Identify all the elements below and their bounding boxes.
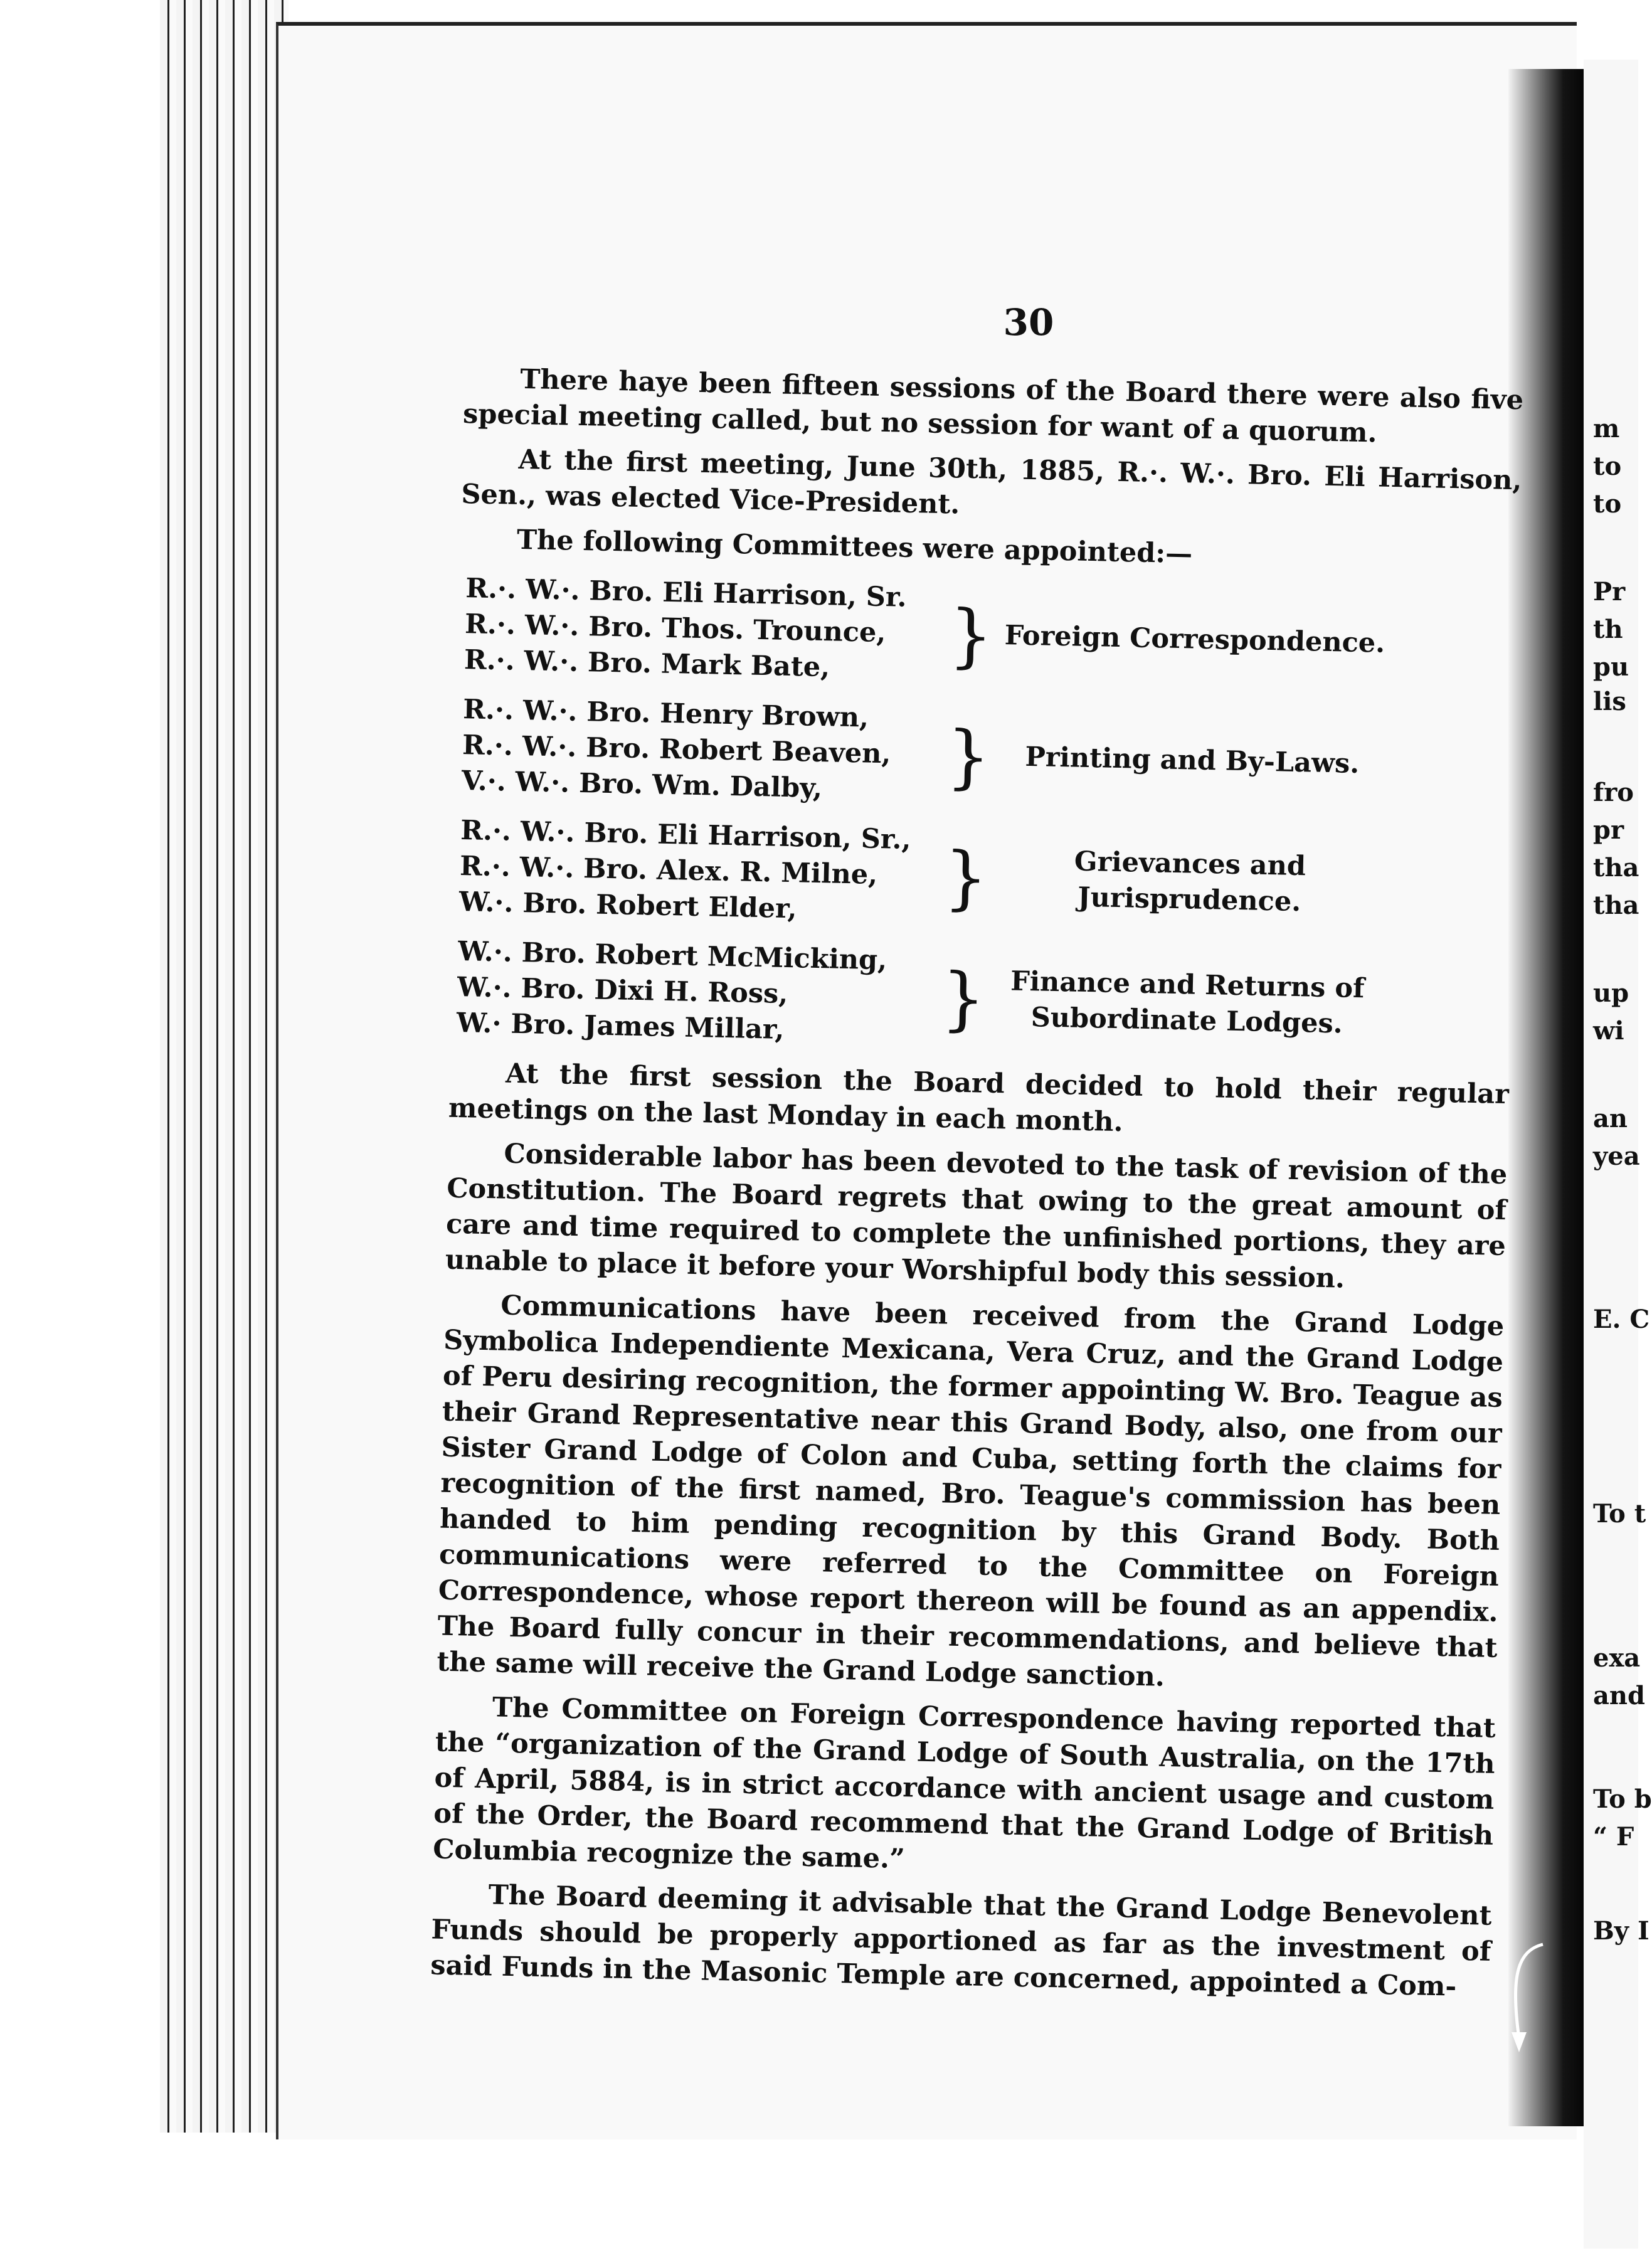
committee-member: R.·. W.·. Bro. Robert Beaven,	[462, 729, 891, 770]
facing-page-fragment: yea	[1593, 1142, 1640, 1171]
brace-glyph: }	[948, 594, 994, 676]
paragraph-constitution: Considerable labor has been devoted to the task of revision of the Constitution. The Board regrets that owing to the great amount of care and time required to complete the unfinished portions, they are unable to place it before your Worshipful body this session.	[445, 1138, 1508, 1295]
paragraph-benevolent-funds: The Board deeming it advisable that the Grand Lodge Benevolent Funds should be properly apportioned as far as the investment of said Funds in the Masonic Temple are concerned, appointed a Com-	[430, 1879, 1492, 2003]
gutter-shadow	[1508, 69, 1593, 2126]
paragraph-sessions: There haye been fifteen sessions of the Board there were also five special meeting called, but no session for want of a quorum.	[462, 363, 1524, 449]
facing-page-fragment: tha	[1593, 853, 1639, 882]
facing-page-fragment: By I	[1593, 1916, 1649, 1946]
facing-page-fragment: To t	[1593, 1499, 1646, 1529]
committee-members	[458, 813, 937, 930]
committee-member: R.·. W.·. Bro. Eli Harrison, Sr.	[465, 573, 908, 613]
facing-page-fragment: up	[1593, 978, 1629, 1008]
committee-members	[463, 571, 942, 688]
committee-name: Printing and By-Laws.	[1025, 741, 1360, 780]
page-edges-decoration	[160, 0, 289, 2133]
facing-page-fragment: pr	[1593, 815, 1624, 845]
facing-page-fragment: to	[1593, 489, 1622, 519]
page-content	[430, 361, 1524, 2015]
committee-member: W.·. Bro. Robert McMicking,	[457, 936, 887, 977]
curved-arrow-icon	[1505, 1938, 1549, 2057]
committee-name: Foreign Correspondence.	[1004, 620, 1385, 659]
brace-glyph: }	[943, 836, 989, 918]
committee-member: V.·. W.·. Bro. Wm. Dalby,	[461, 765, 823, 805]
facing-page-fragment: and	[1593, 1681, 1645, 1710]
committee-member: R.·. W.·. Bro. Thos. Trounce,	[464, 608, 886, 649]
committee-name: Finance and Returns of Subordinate Lodges.	[1010, 965, 1365, 1040]
facing-page-fragment: m	[1593, 414, 1620, 443]
facing-page-fragment: E. C	[1593, 1305, 1650, 1334]
facing-page-fragment: th	[1593, 615, 1623, 644]
committee-member: R.·. W.·. Bro. Mark Bate,	[463, 644, 830, 684]
committee-member: W.·. Bro. Dixi H. Ross,	[457, 971, 788, 1010]
committee-name: Grievances and Jurisprudence.	[1074, 845, 1306, 918]
facing-page-fragment: fro	[1593, 778, 1634, 807]
committee-grievances	[458, 813, 1514, 942]
paragraph-communications: Communications have been received from the Grand Lodge Symbolica Independiente Mexicana, Vera Cruz, and the Grand Lodge of Peru desiring recognition, the former appointing W. Bro. Teague as their Grand Representative near this Grand Body, also, one from our Sister Grand Lodge of Colon and Cuba, setting forth the claims for recognition of the first named, Bro. Teague's commission has been handed to him pending recognition by this Grand Body. Both communications were referred to the Committee on Foreign Correspondence, whose report thereon will be found as an appendix. The Board fully concur in their recommendations, and believe that the same will receive the Grand Lodge sanction.	[437, 1290, 1505, 1693]
paragraph-south-australia: The Committee on Foreign Correspondence having reported that the “organization of the Grand Lodge of South Australia, on the 17th of April, 5884, is in strict accordance with ancient usage and custom of the Order, the Board recommend that the Grand Lodge of British Columbia recognize the same.”	[432, 1692, 1496, 1875]
committee-foreign-correspondence	[463, 571, 1519, 700]
committee-finance	[456, 934, 1512, 1063]
facing-page-fragment: To b	[1593, 1784, 1652, 1814]
committee-member: R.·. W.·. Bro. Henry Brown,	[462, 694, 869, 734]
committee-member: W.·. Bro. Robert Elder,	[458, 886, 798, 925]
committee-printing-bylaws	[461, 692, 1517, 821]
facing-page-fragment: exa	[1593, 1643, 1641, 1673]
facing-page-fragment: tha	[1593, 891, 1639, 920]
facing-page-fragment: an	[1593, 1104, 1628, 1133]
facing-page-fragment: Pr	[1593, 577, 1626, 607]
committee-member: W.· Bro. James Millar,	[456, 1007, 785, 1046]
committee-member: R.·. W.·. Bro. Eli Harrison, Sr.,	[460, 815, 911, 856]
paragraph-committees-intro: The following Committees were appointed:—	[516, 524, 1193, 570]
committee-member: R.·. W.·. Bro. Alex. R. Milne,	[459, 851, 878, 891]
committee-members	[456, 934, 935, 1051]
facing-page-fragment: lis	[1593, 687, 1626, 716]
facing-page-fragment: pu	[1593, 652, 1629, 682]
brace-glyph: }	[945, 715, 992, 797]
page-number: 30	[1003, 301, 1054, 344]
facing-page-fragment: “ F	[1593, 1822, 1634, 1852]
brace-glyph: }	[940, 957, 987, 1039]
committee-members	[461, 692, 940, 809]
paragraph-regular-meetings: At the first session the Board decided to hold their regular meetings on the last Monday in each month.	[448, 1057, 1510, 1138]
paragraph-first-meeting: At the first meeting, June 30th, 1885, R.·. W.·. Bro. Eli Harrison, Sen., was elected Vice-President.	[461, 443, 1522, 521]
facing-page-fragment: wi	[1593, 1016, 1624, 1046]
facing-page-fragment: to	[1593, 452, 1622, 481]
